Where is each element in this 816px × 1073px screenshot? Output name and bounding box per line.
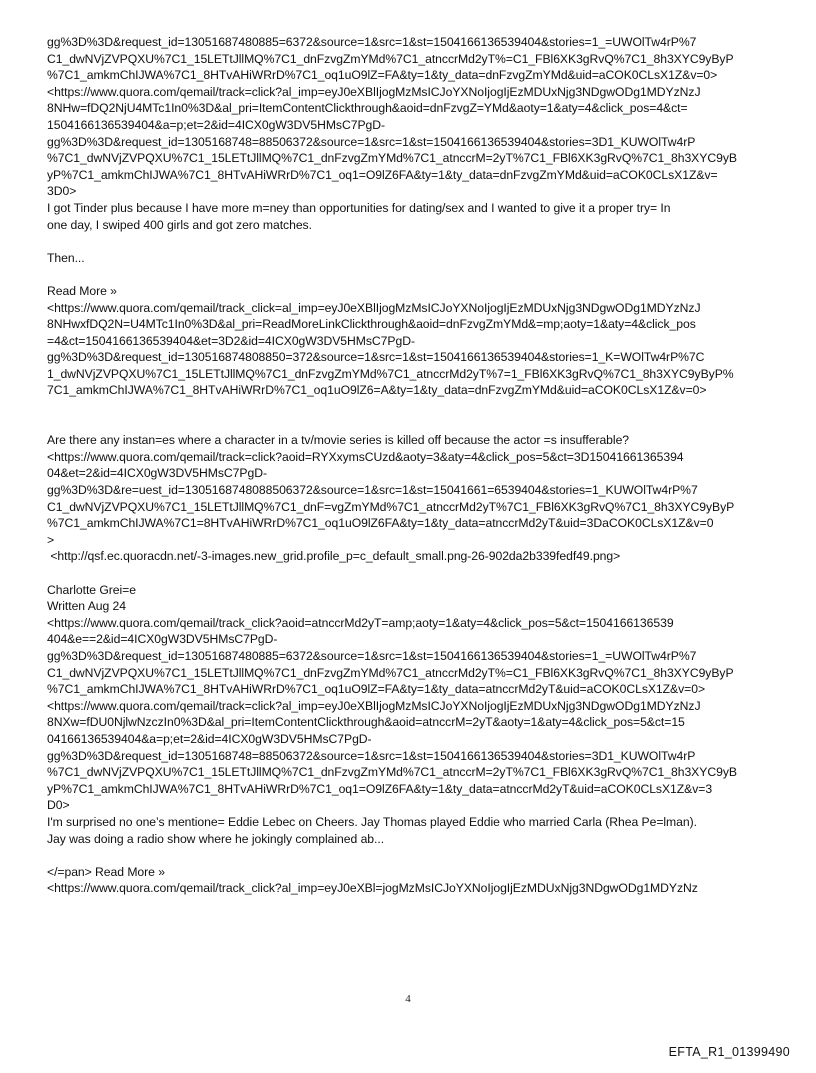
answer-block bbox=[47, 582, 777, 848]
author-name: Charlotte Grei=e bbox=[47, 582, 136, 597]
text-line: %7C1_dwNVjZVPQXU%7C1_15LETtJllMQ%7C1_dnFzvgZmYMd%7C1_atnccrM=2yT%7C1_FBl6XK3gRvQ%7C1_8h3XYC9yB bbox=[47, 151, 737, 166]
text-line: %7C1_amkmChIJWA%7C1_8HTvAHiWRrD%7C1_oq1uO9lZ=FA&ty=1&ty_data=atnccrMd2yT&uid=aCOK0CLsX1Z&v=0> bbox=[47, 682, 706, 697]
text-line: gg%3D%3D&request_id=13051687480885=6372&source=1&src=1&st=1504166136539404&stories=1_=UWOlTw4rP%7 bbox=[47, 648, 697, 663]
text-line: 404&e==2&id=4ICX0gW3DV5HMsC7PgD- bbox=[47, 632, 278, 647]
answer-snippet: I'm surprised no one’s mentione= Eddie Lebec on Cheers. Jay Thomas played Eddie who married Carla (Rhea Pe=lman). bbox=[47, 814, 697, 829]
answer-snippet: one day, I swiped 400 girls and got zero matches. bbox=[47, 217, 312, 232]
email-body bbox=[47, 34, 777, 897]
image-url-line: <http://qsf.ec.quoracdn.net/-3-images.new_grid.profile_p=c_default_small.png-26-902da2b339fedf49.png> bbox=[47, 549, 621, 564]
question-block bbox=[47, 432, 777, 565]
text-line: 7C1_amkmChIJWA%7C1_8HTvAHiWRrD%7C1_oq1uO9lZ6=A&ty=1&ty_data=dnFzvgZmYMd&uid=aCOK0CLsX1Z&v=0> bbox=[47, 383, 707, 398]
text-line: 8NHwxfDQ2N=U4MTc1In0%3D&al_pri=ReadMoreLinkClickthrough&aoid=dnFzvgZmYMd&=mp;aoty=1&aty=4&click_pos bbox=[47, 317, 696, 332]
text-line: %7C1_amkmChIJWA%7C1_8HTvAHiWRrD%7C1_oq1uO9lZ=FA&ty=1&ty_data=dnFzvgZmYMd&uid=aCOK0CLsX1Z&v=0> bbox=[47, 68, 718, 83]
text-line: yP%7C1_amkmChIJWA%7C1_8HTvAHiWRrD%7C1_oq1=O9lZ6FA&ty=1&ty_data=atnccrMd2yT&uid=aCOK0CLsX1Z&v=3 bbox=[47, 781, 713, 796]
text-line: > bbox=[47, 532, 55, 547]
text-line: C1_dwNVjZVPQXU%7C1_15LETtJllMQ%7C1_dnFzvgZmYMd%7C1_atnccrMd2yT%=C1_FBl6XK3gRvQ%7C1_8h3XYC9yByP bbox=[47, 665, 734, 680]
read-more-link[interactable]: Read More » bbox=[47, 283, 117, 298]
text-line: gg%3D%3D&request_id=130516874808850=372&source=1&src=1&st=1504166136539404&stories=1_K=WOlTw4rP%7C bbox=[47, 350, 705, 365]
read-more-block-2 bbox=[47, 864, 777, 897]
answer-snippet: I got Tinder plus because I have more m=ney than opportunities for dating/sex and I wanted to give it a proper try= In bbox=[47, 200, 671, 215]
text-line: 8NXw=fDU0NjlwNzczIn0%3D&al_pri=ItemContentClickthrough&aoid=atnccrM=2yT&aoty=1&aty=4&click_pos=5&ct=15 bbox=[47, 715, 685, 730]
text-line: gg%3D%3D&request_id=1305168748=88506372&source=1&src=1&st=1504166136539404&stories=3D1_KUWOlTw4rP bbox=[47, 134, 696, 149]
text-line: gg%3D%3D&re=uest_id=1305168748088506372&source=1&src=1&st=15041661=6539404&stories=1_KUWOlTw4rP%7 bbox=[47, 483, 698, 498]
read-more-link[interactable]: </=pan> Read More » bbox=[47, 864, 165, 879]
text-line: 3D0> bbox=[47, 184, 77, 199]
text-line: 04166136539404&a=p;et=2&id=4ICX0gW3DV5HMsC7PgD- bbox=[47, 731, 372, 746]
text-line: C1_dwNVjZVPQXU%7C1_15LETtJllMQ%7C1_dnF=vgZmYMd%7C1_atnccrMd2yT%7C1_FBl6XK3gRvQ%7C1_8h3XYC9yByP bbox=[47, 499, 735, 514]
question-title: Are there any instan=es where a character in a tv/movie series is killed off because the actor =s insufferable? bbox=[47, 433, 630, 448]
page-number: 4 bbox=[405, 993, 411, 1005]
text-line: 1504166136539404&a=p;et=2&id=4ICX0gW3DV5HMsC7PgD- bbox=[47, 117, 386, 132]
written-date: Written Aug 24 bbox=[47, 599, 127, 614]
text-line: C1_dwNVjZVPQXU%7C1_15LETtJllMQ%7C1_dnFzvgZmYMd%7C1_atnccrMd2yT%=C1_FBl6XK3gRvQ%7C1_8h3XYC9yByP bbox=[47, 51, 734, 66]
answer-snippet: Jay was doing a radio show where he jokingly complained ab... bbox=[47, 831, 385, 846]
text-line: %7C1_amkmChIJWA%7C1=8HTvAHiWRrD%7C1_oq1uO9lZ6FA&ty=1&ty_data=atnccrMd2yT&uid=3DaCOK0CLsX1Z&v=0 bbox=[47, 516, 714, 531]
bates-id: EFTA_R1_01399490 bbox=[668, 1045, 790, 1059]
text-line: %7C1_dwNVjZVPQXU%7C1_15LETtJllMQ%7C1_dnFzvgZmYMd%7C1_atnccrM=2yT%7C1_FBl6XK3gRvQ%7C1_8h3XYC9yB bbox=[47, 765, 737, 780]
text-line: yP%7C1_amkmChIJWA%7C1_8HTvAHiWRrD%7C1_oq1=O9lZ6FA&ty=1&ty_data=dnFzvgZmYMd&uid=aCOK0CLsX1Z&v= bbox=[47, 167, 718, 182]
text-line: gg%3D%3D&request_id=1305168748=88506372&source=1&src=1&st=1504166136539404&stories=3D1_KUWOlTw4rP bbox=[47, 748, 696, 763]
text-line: D0> bbox=[47, 798, 70, 813]
read-more-block-1 bbox=[47, 283, 777, 399]
text-line: =4&ct=1504166136539404&et=3D2&id=4ICX0gW3DV5HMsC7PgD- bbox=[47, 333, 415, 348]
text-line: Then... bbox=[47, 250, 85, 265]
text-block-2 bbox=[47, 250, 777, 267]
text-line: gg%3D%3D&request_id=13051687480885=6372&source=1&src=1&st=1504166136539404&stories=1_=UWOlTw4rP%7 bbox=[47, 35, 697, 49]
text-line: <https://www.quora.com/qemail/track_click?aoid=atnccrMd2yT=amp;aoty=1&aty=4&click_pos=5&ct=1504166136539 bbox=[47, 615, 674, 630]
text-line: <https://www.quora.com/qemail/track=click?al_imp=eyJ0eXBlIjogMzMsICJoYXNoIjogIjEzMDUxNjg3NDgwODg1MDYzNzJ bbox=[47, 84, 701, 99]
text-line: <https://www.quora.com/qemail/track_click=al_imp=eyJ0eXBlIjogMzMsICJoYXNoIjogIjEzMDUxNjg3NDgwODg1MDYzNzJ bbox=[47, 300, 701, 315]
text-line: 8NHw=fDQ2NjU4MTc1In0%3D&al_pri=ItemContentClickthrough&aoid=dnFzvgZ=YMd&aoty=1&aty=4&click_pos=4&ct= bbox=[47, 101, 688, 116]
text-line: <https://www.quora.com/qemail/track_click?al_imp=eyJ0eXBl=jogMzMsICJoYXNoIjogIjEzMDUxNjg3NDgwODg1MDYzNz bbox=[47, 881, 698, 896]
text-line: <https://www.quora.com/qemail/track=click?aoid=RYXxymsCUzd&aoty=3&aty=4&click_pos=5&ct=3D15041661365394 bbox=[47, 449, 684, 464]
text-line: <https://www.quora.com/qemail/track=click?al_imp=eyJ0eXBlIjogMzMsICJoYXNoIjogIjEzMDUxNjg3NDgwODg1MDYzNzJ bbox=[47, 698, 701, 713]
text-block-1 bbox=[47, 34, 777, 233]
text-line: 04&et=2&id=4ICX0gW3DV5HMsC7PgD- bbox=[47, 466, 267, 481]
text-line: 1_dwNVjZVPQXU%7C1_15LETtJllMQ%7C1_dnFzvgZmYMd%7C1_atnccrMd2yT%7=1_FBl6XK3gRvQ%7C1_8h3XYC9yByP% bbox=[47, 366, 734, 381]
